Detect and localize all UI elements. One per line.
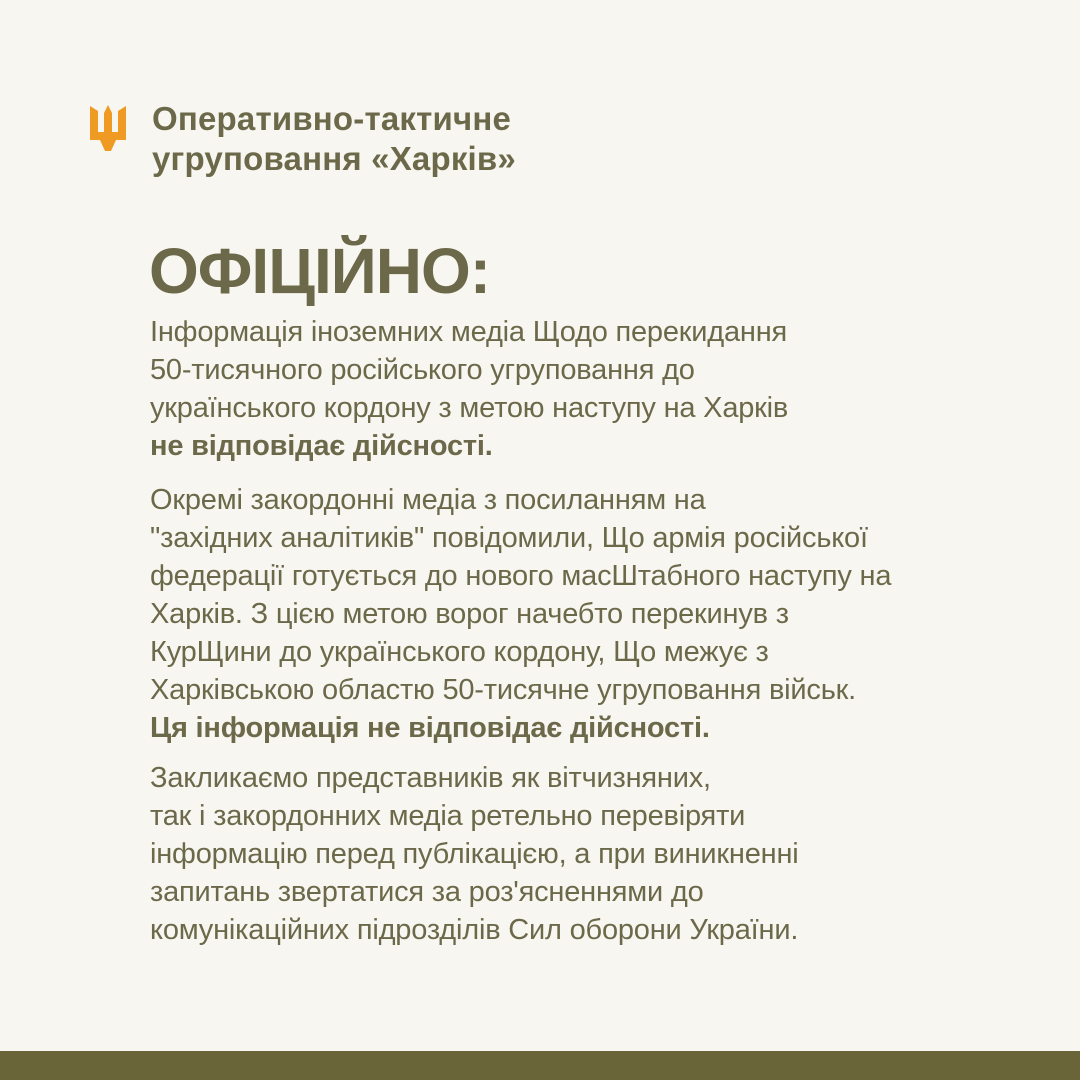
footer-accent-bar	[0, 1051, 1080, 1080]
text-line: інформацію перед публікацією, а при виникненні	[150, 838, 799, 870]
text-line: Харківською областю 50-тисячне угруповання військ.	[150, 674, 856, 706]
emphasis-text-line: не відповідає дійсності.	[150, 430, 493, 462]
trident-shape	[90, 105, 126, 151]
paragraph-3	[150, 759, 1010, 949]
text-line: Харків. З цією метою ворог начебто перекинув з	[150, 598, 789, 630]
text-line: комунікаційних підрозділів Сил оборони України.	[150, 914, 799, 946]
text-line: КурЩини до українського кордону, Що межує з	[150, 636, 769, 668]
trident-icon	[88, 101, 128, 155]
page-title: ОФІЦІЙНО:	[149, 235, 491, 307]
emphasis-text-line: Ця інформація не відповідає дійсності.	[150, 712, 710, 744]
brand-name-line2: угруповання «Харків»	[152, 140, 516, 177]
text-line: федерації готується до нового масШтабного наступу на	[150, 560, 892, 592]
brand-header	[88, 99, 516, 179]
text-line: запитань звертатися за роз'ясненнями до	[150, 876, 704, 908]
text-line: так і закордонних медіа ретельно перевіряти	[150, 800, 746, 832]
brand-name	[152, 99, 516, 179]
text-line: Окремі закордонні медіа з посиланням на	[150, 484, 706, 516]
text-line: "західних аналітиків" повідомили, Що армія російської	[150, 522, 868, 554]
text-line: Інформація іноземних медіа Щодо перекидання	[150, 316, 788, 348]
brand-name-line1: Оперативно-тактичне	[152, 100, 512, 137]
text-line: Закликаємо представників як вітчизняних,	[150, 762, 711, 794]
text-line: українського кордону з метою наступу на Харків	[150, 392, 789, 424]
paragraph-1	[150, 313, 1010, 465]
text-line: 50-тисячного російського угруповання до	[150, 354, 695, 386]
paragraph-2	[150, 481, 1010, 747]
